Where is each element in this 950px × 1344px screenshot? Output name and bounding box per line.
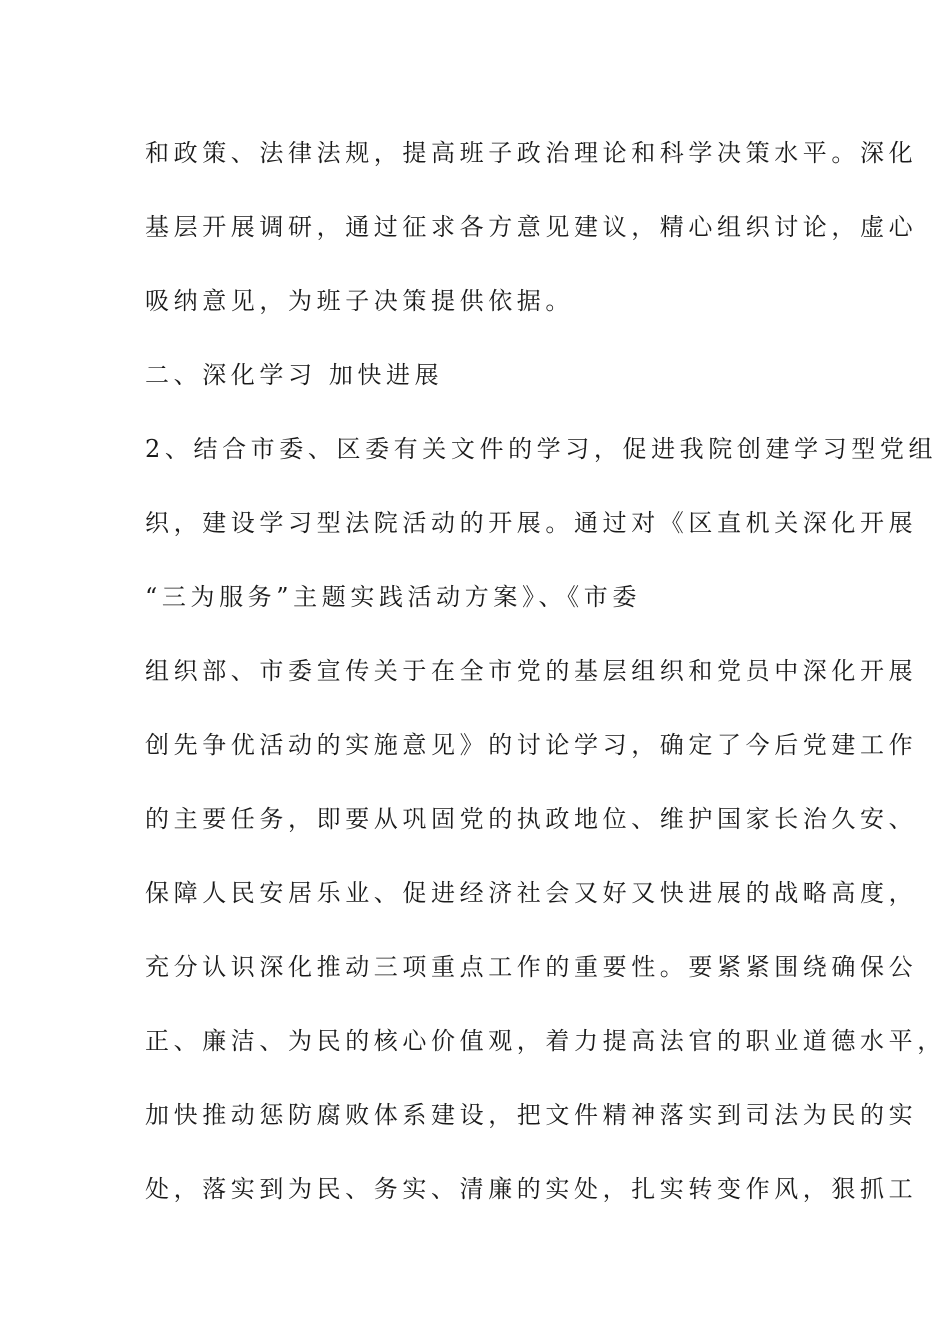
paragraph-line: 创先争优活动的实施意见》的讨论学习，确定了今后党建工作 <box>145 731 918 759</box>
section-heading: 二、深化学习 加快进展 <box>145 361 444 389</box>
paragraph-line: 的主要任务，即要从巩固党的执政地位、维护国家长治久安、 <box>145 805 918 833</box>
paragraph-line: 正、廉洁、为民的核心价值观，着力提高法官的职业道德水平， <box>145 1027 946 1055</box>
paragraph-line: 吸纳意见，为班子决策提供依据。 <box>145 287 574 315</box>
paragraph-line: 保障人民安居乐业、促进经济社会又好又快进展的战略高度， <box>145 879 918 907</box>
paragraph-line: 基层开展调研，通过征求各方意见建议，精心组织讨论，虚心 <box>145 213 918 241</box>
paragraph-line: 和政策、法律法规，提高班子政治理论和科学决策水平。深化 <box>145 139 918 167</box>
paragraph-line: “三为服务”主题实践活动方案》、《市委 <box>145 583 641 611</box>
paragraph-line: 加快推动惩防腐败体系建设，把文件精神落实到司法为民的实 <box>145 1101 918 1129</box>
paragraph-line: 处，落实到为民、务实、清廉的实处，扎实转变作风，狠抓工 <box>145 1175 918 1203</box>
paragraph-line: 组织部、市委宣传关于在全市党的基层组织和党员中深化开展 <box>145 657 918 685</box>
paragraph-line: 织，建设学习型法院活动的开展。通过对《区直机关深化开展 <box>145 509 918 537</box>
paragraph-line: 2、结合市委、区委有关文件的学习，促进我院创建学习型党组 <box>145 435 938 463</box>
paragraph-line: 充分认识深化推动三项重点工作的重要性。要紧紧围绕确保公 <box>145 953 918 981</box>
